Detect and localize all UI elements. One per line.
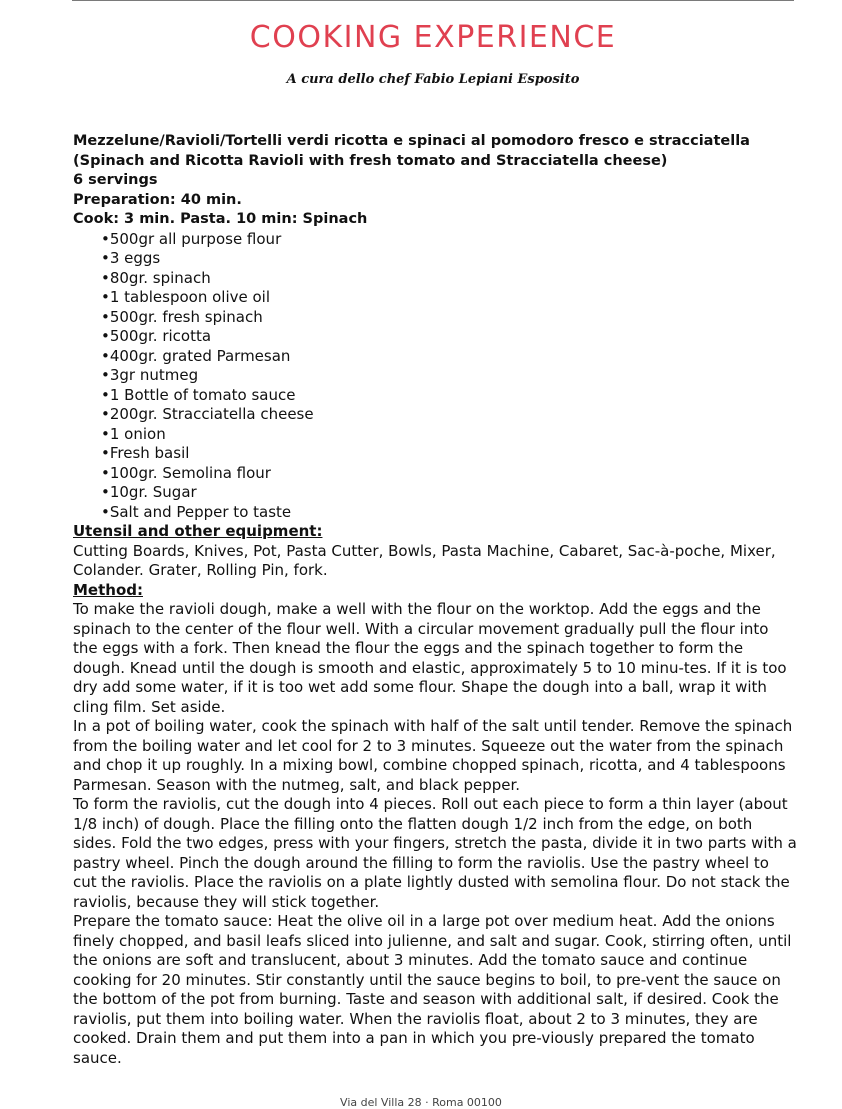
recipe-title-italian: Mezzelune/Ravioli/Tortelli verdi ricotta e spinaci al pomodoro fresco e stracciatella bbox=[73, 133, 750, 149]
ingredient-item: •80gr. spinach bbox=[101, 268, 211, 287]
method-paragraph: Prepare the tomato sauce: Heat the olive oil in a large pot over medium heat. Add the onions finely chopped, and basil leafs sliced into julienne, and salt and sugar. Cook, stirring often, until the onions are soft and translucent, about 3 minutes. Add the tomato sauce and continue cooking for 20 minutes. Stir constantly until the sauce begins to boil, to pre-vent the sauce on the bottom of the pot from burning. Taste and season with additional salt, if desired. Cook the raviolis, put them into boiling water. When the raviolis float, about 2 to 3 minutes, they are cooked. Drain them and put them into a pan in which you pre-viously prepared the tomato sauce. bbox=[73, 912, 792, 1067]
ingredient-item: •1 tablespoon olive oil bbox=[101, 288, 271, 306]
preparation-time: Preparation: 40 min. bbox=[73, 191, 242, 208]
ingredient-item: •100gr. Semolina flour bbox=[101, 463, 271, 482]
ingredient-item: •400gr. grated Parmesan bbox=[101, 346, 291, 365]
top-divider bbox=[72, 0, 794, 1]
ingredient-list bbox=[73, 230, 797, 523]
ingredient-item: •3 eggs bbox=[101, 249, 161, 267]
page-title: COOKING EXPERIENCE bbox=[249, 20, 617, 55]
chef-byline: A cura dello chef Fabio Lepiani Esposito bbox=[286, 72, 580, 87]
ingredient-item: •Salt and Pepper to taste bbox=[101, 502, 292, 521]
method-paragraph: To form the raviolis, cut the dough into 4 pieces. Roll out each piece to form a thin layer (about 1/8 inch) of dough. Place the filling onto the flatten dough 1/2 inch from the edge, on both sides. Fold the two edges, press with your fingers, stretch the pasta, divide it in two parts with a pastry wheel. Pinch the dough around the filling to form the raviolis. Use the pastry wheel to cut the raviolis. Place the raviolis on a plate lightly dusted with semolina flour. Do not stack the raviolis, because they will stick together. bbox=[73, 795, 797, 911]
ingredient-item: •1 Bottle of tomato sauce bbox=[101, 385, 296, 404]
method-paragraph: To make the ravioli dough, make a well with the flour on the worktop. Add the eggs and the spinach to the center of the flour well. With a circular movement gradually pull the flour into the eggs with a fork. Then knead the flour the eggs and the spinach together to form the dough. Knead until the dough is smooth and elastic, approximately 5 to 10 minu-tes. If it is too dry add some water, if it is too wet add some flour. Shape the dough into a ball, wrap it with cling film. Set aside. bbox=[73, 600, 787, 716]
ingredient-item: •3gr nutmeg bbox=[101, 366, 199, 384]
ingredient-item: •200gr. Stracciatella cheese bbox=[101, 405, 314, 423]
ingredient-item: •500gr all purpose flour bbox=[101, 229, 282, 248]
ingredient-item: •1 onion bbox=[101, 424, 166, 443]
recipe-title-english: (Spinach and Ricotta Ravioli with fresh tomato and Stracciatella cheese) bbox=[73, 152, 668, 169]
method-heading: Method: bbox=[73, 580, 143, 599]
method-paragraph: In a pot of boiling water, cook the spinach with half of the salt until tender. Remove the spinach from the boiling water and let cool for 2 to 3 minutes. Squeeze out the water from the spinach and chop it up roughly. In a mixing bowl, combine chopped spinach, ricotta, and 4 tablespoons Parmesan. Season with the nutmeg, salt, and black pepper. bbox=[73, 717, 793, 794]
servings: 6 servings bbox=[73, 172, 158, 188]
ingredient-item: •Fresh basil bbox=[101, 444, 190, 462]
utensils-text: Cutting Boards, Knives, Pot, Pasta Cutter, Bowls, Pasta Machine, Cabaret, Sac-à-poche, Mixer, Colander. Grater, Rolling Pin, fork. bbox=[73, 541, 776, 579]
page-footer: Via del Villa 28 · Roma 00100 bbox=[340, 1096, 502, 1109]
recipe-content bbox=[73, 132, 797, 1068]
cook-time: Cook: 3 min. Pasta. 10 min: Spinach bbox=[73, 211, 368, 227]
utensils-heading: Utensil and other equipment: bbox=[73, 522, 323, 540]
ingredient-item: •500gr. ricotta bbox=[101, 327, 212, 345]
ingredient-item: •500gr. fresh spinach bbox=[101, 307, 263, 326]
ingredient-item: •10gr. Sugar bbox=[101, 483, 197, 501]
